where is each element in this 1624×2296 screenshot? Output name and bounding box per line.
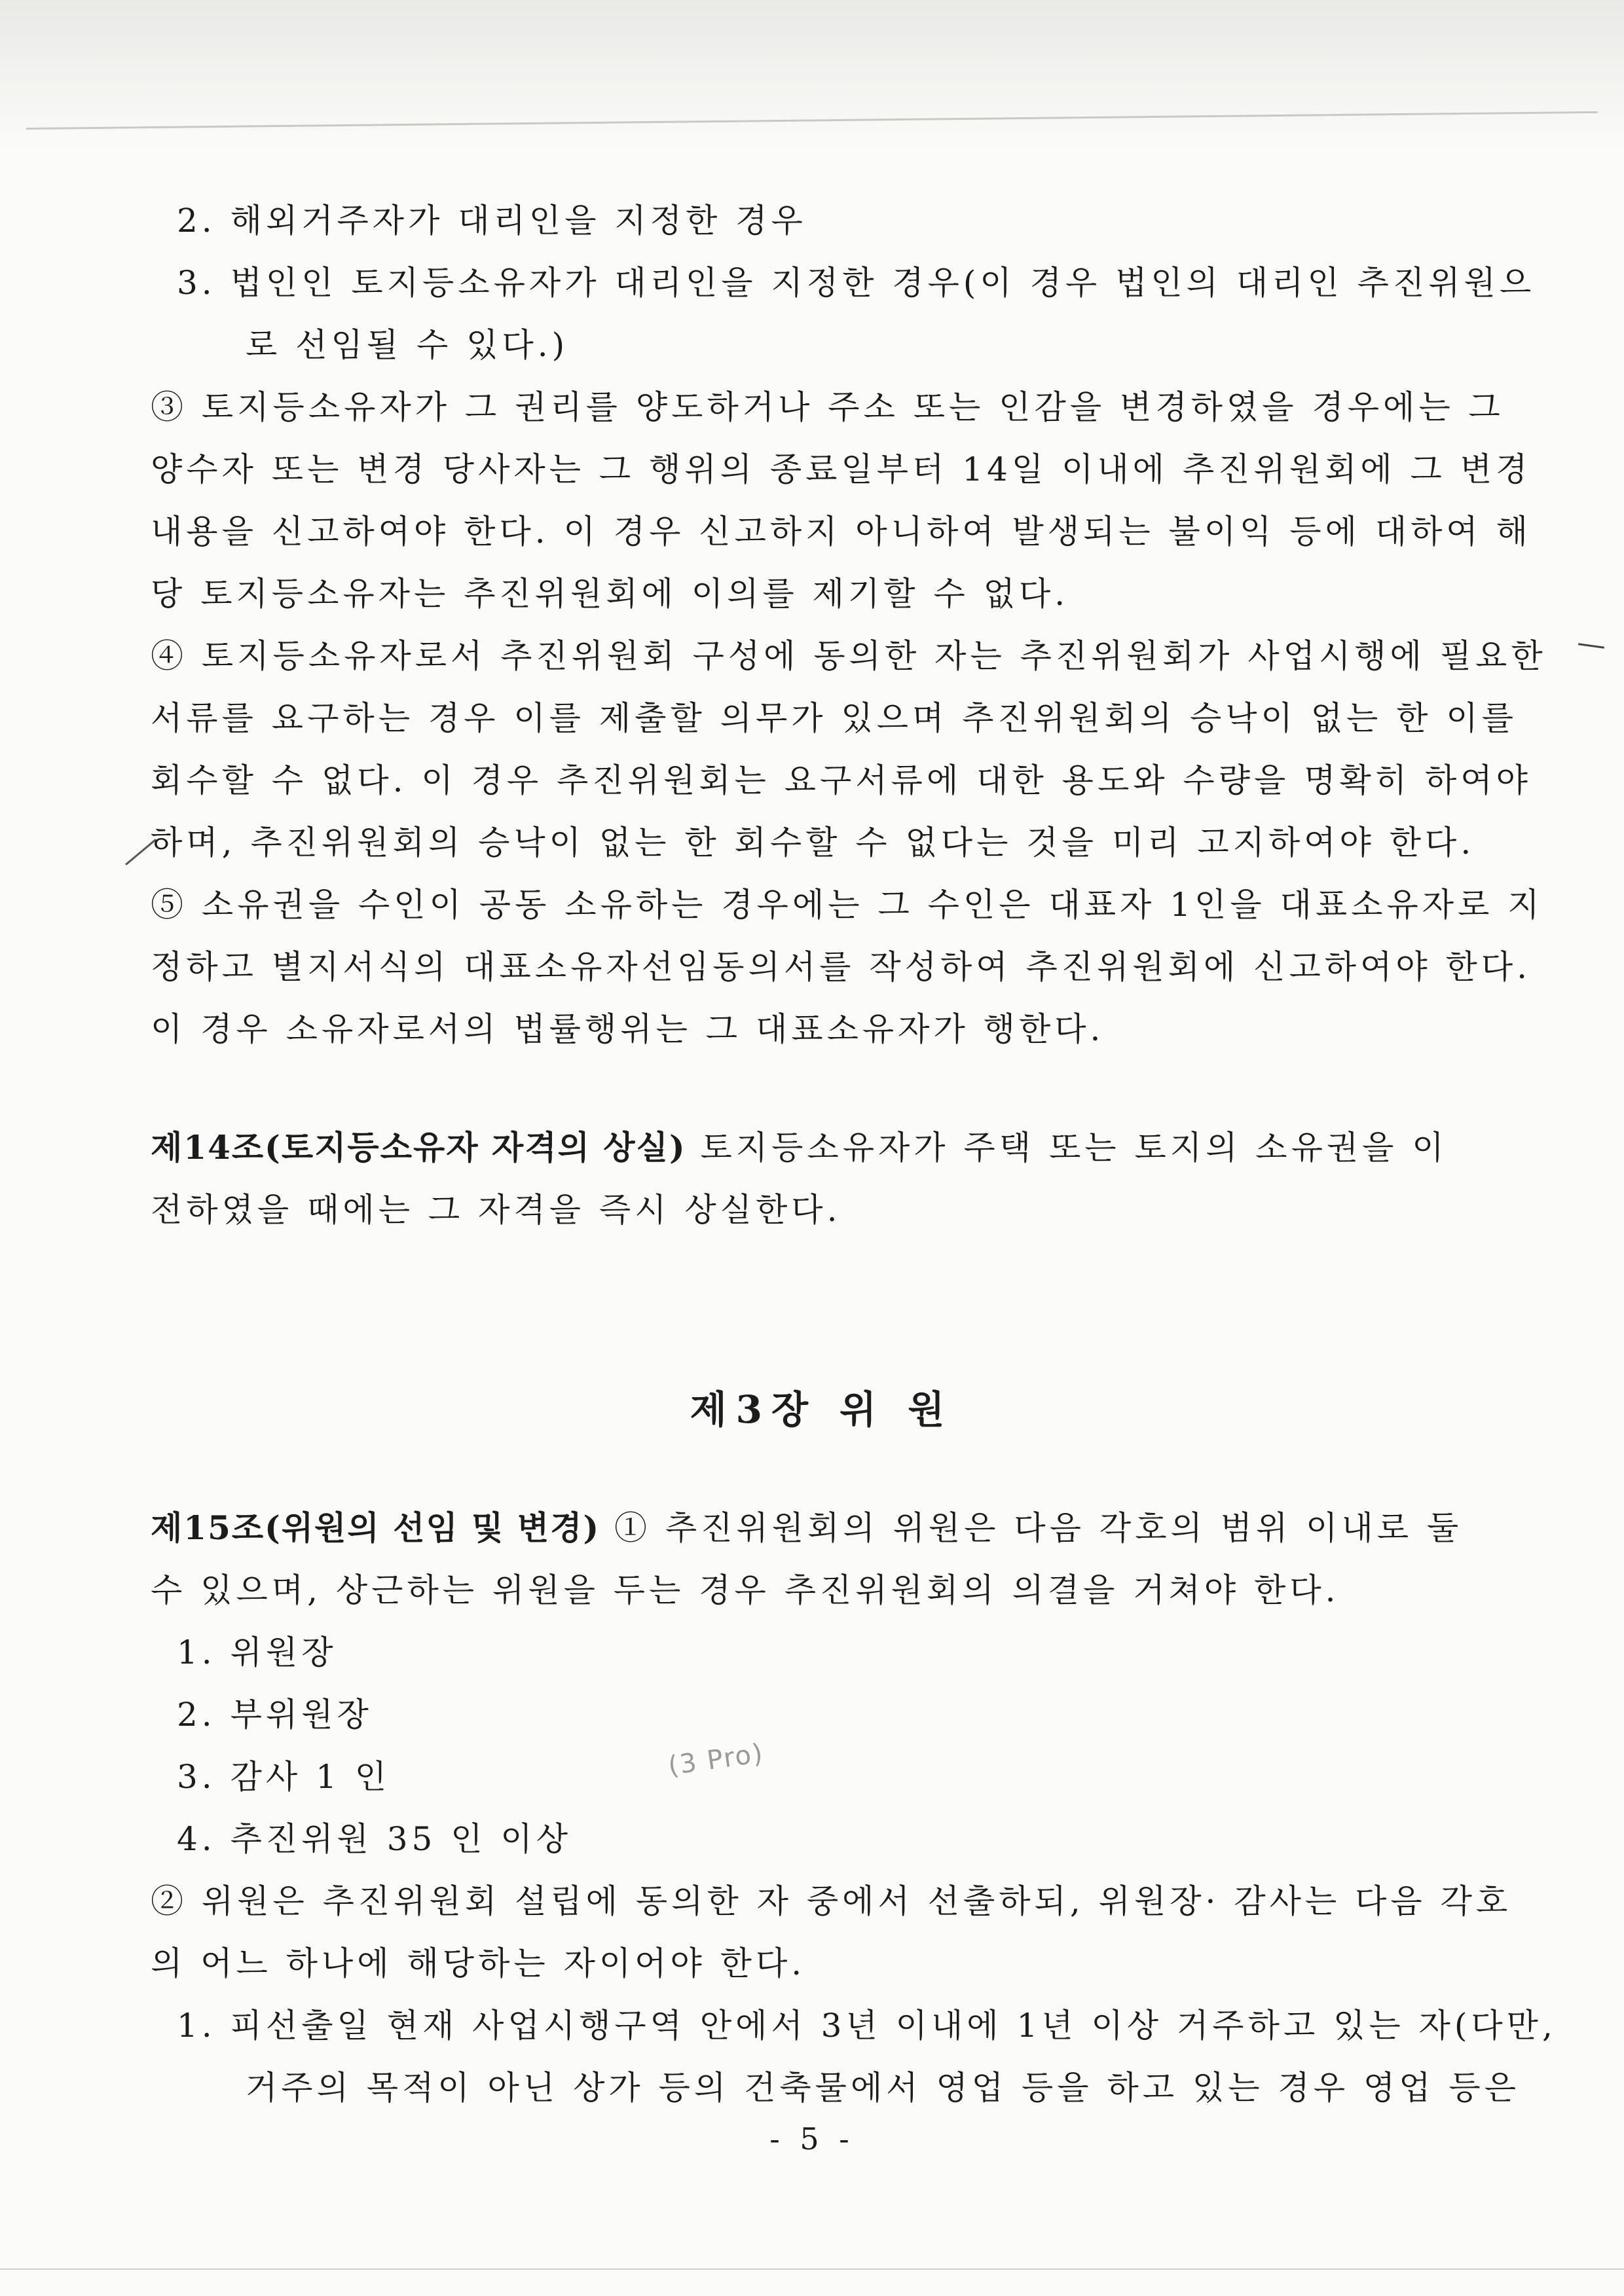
paragraph-line: ⑤ 소유권을 수인이 공동 소유하는 경우에는 그 수인은 대표자 1인을 대표소유자로 지 <box>151 886 1543 924</box>
scan-edge-top <box>0 0 1624 151</box>
list-item: 2. 해외거주자가 대리인을 지정한 경우 <box>177 202 807 240</box>
article-15 <box>151 1497 1493 1559</box>
paragraph-line: 의 어느 하나에 해당하는 자이어야 한다. <box>151 1944 806 1982</box>
article-15-heading: 제15조(위원의 선임 및 변경) <box>151 1508 600 1547</box>
chapter-title: 제3장 위 원 <box>690 1387 954 1432</box>
list-item: 4. 추진위원 35 인 이상 <box>177 1820 572 1858</box>
paragraph-line: ② 위원은 추진위원회 설립에 동의한 자 중에서 선출하되, 위원장· 감사는 다음 각호 <box>151 1882 1512 1920</box>
paragraph-line: 정하고 별지서식의 대표소유자선임동의서를 작성하여 추진위원회에 신고하여야 한다. <box>151 948 1532 986</box>
document-body <box>151 190 1557 2119</box>
list-item: 1. 피선출일 현재 사업시행구역 안에서 3년 이내에 1년 이상 거주하고 있는 자(다만, <box>177 2007 1557 2045</box>
page-number: - 5 - <box>769 2121 855 2157</box>
article-14-heading: 제14조(토지등소유자 자격의 상실) <box>151 1128 686 1167</box>
paragraph-line: ③ 토지등소유자가 그 권리를 양도하거나 주소 또는 인감을 변경하였을 경우에는 그 <box>151 388 1504 426</box>
article-14-text: 토지등소유자가 주택 또는 토지의 소유권을 이 <box>686 1129 1448 1167</box>
list-item: 3. 감사 1 인 <box>177 1758 391 1796</box>
paragraph-line: 서류를 요구하는 경우 이를 제출할 의무가 있으며 추진위원회의 승낙이 없는 한 이를 <box>151 699 1518 737</box>
article-14 <box>151 1116 1493 1179</box>
list-item: 2. 부위원장 <box>177 1696 373 1734</box>
paragraph-line: 수 있으며, 상근하는 위원을 두는 경우 추진위원회의 의결을 거쳐야 한다. <box>151 1571 1340 1609</box>
paragraph-line: 당 토지등소유자는 추진위원회에 이의를 제기할 수 없다. <box>151 575 1069 613</box>
paragraph-line: 이 경우 소유자로서의 법률행위는 그 대표소유자가 행한다. <box>151 1010 1105 1048</box>
handwritten-note: (3 Pro) <box>666 1738 766 1781</box>
list-item: 1. 위원장 <box>177 1633 337 1671</box>
margin-pen-mark <box>1578 643 1604 649</box>
list-item-continuation: 거주의 목적이 아닌 상가 등의 건축물에서 영업 등을 하고 있는 경우 영업 등은 <box>246 2069 1521 2107</box>
article-15-text: ① 추진위원회의 위원은 다음 각호의 범위 이내로 둘 <box>600 1509 1463 1547</box>
scan-edge-bottom <box>0 2269 1624 2270</box>
paragraph-line: ④ 토지등소유자로서 추진위원회 구성에 동의한 자는 추진위원회가 사업시행에 필요한 <box>151 637 1547 675</box>
paragraph-line: 내용을 신고하여야 한다. 이 경우 신고하지 아니하여 발생되는 불이익 등에 대하여 해 <box>151 513 1532 551</box>
list-item-continuation: 로 선임될 수 있다.) <box>246 326 569 364</box>
list-item: 3. 법인인 토지등소유자가 대리인을 지정한 경우(이 경우 법인의 대리인 추진위원으 <box>177 264 1536 302</box>
paragraph-line: 회수할 수 없다. 이 경우 추진위원회는 요구서류에 대한 용도와 수량을 명확히 하여야 <box>151 761 1532 799</box>
paragraph-line: 전하였을 때에는 그 자격을 즉시 상실한다. <box>151 1191 841 1229</box>
paragraph-line: 하며, 추진위원회의 승낙이 없는 한 회수할 수 없다는 것을 미리 고지하여야 한다. <box>151 824 1475 862</box>
paragraph-line: 양수자 또는 변경 당사자는 그 행위의 종료일부터 14일 이내에 추진위원회에 그 변경 <box>151 450 1532 488</box>
